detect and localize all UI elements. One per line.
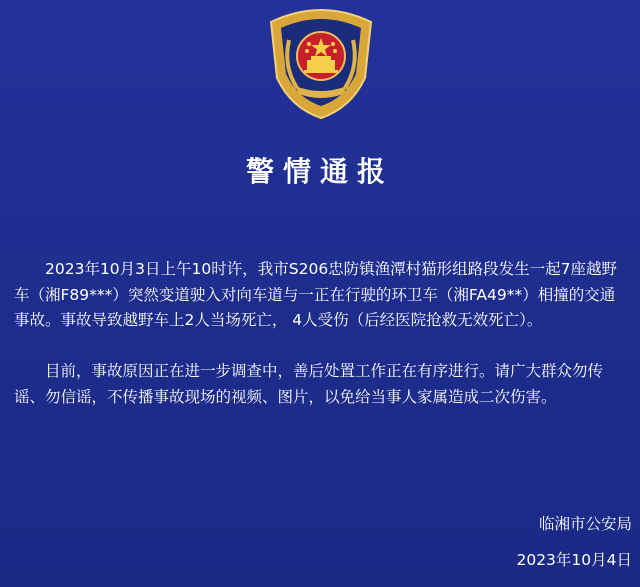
notice-paragraph-2: 目前，事故原因正在进一步调查中，善后处置工作正在有序进行。请广大群众勿传谣、勿信谣，不传播事故现场的视频、图片，以免给当事人家属造成二次伤害。: [14, 362, 604, 406]
signature-date: 2023年10月4日: [516, 551, 632, 569]
signature-organization: 临湘市公安局: [538, 515, 632, 533]
police-emblem-icon: [263, 0, 379, 120]
notice-paragraph-1: 2023年10月3日上午10时许，我市S206忠防镇渔潭村猫形组路段发生一起7座越野车（湘F89***）突然变道驶入对向车道与一正在行驶的环卫车（湘FA49**）相撞的交通事故。事故导致越野车上2人当场死亡， 4人受伤（后经医院抢救无效死亡）。: [14, 260, 618, 329]
notice-title: 警情通报: [245, 155, 394, 188]
